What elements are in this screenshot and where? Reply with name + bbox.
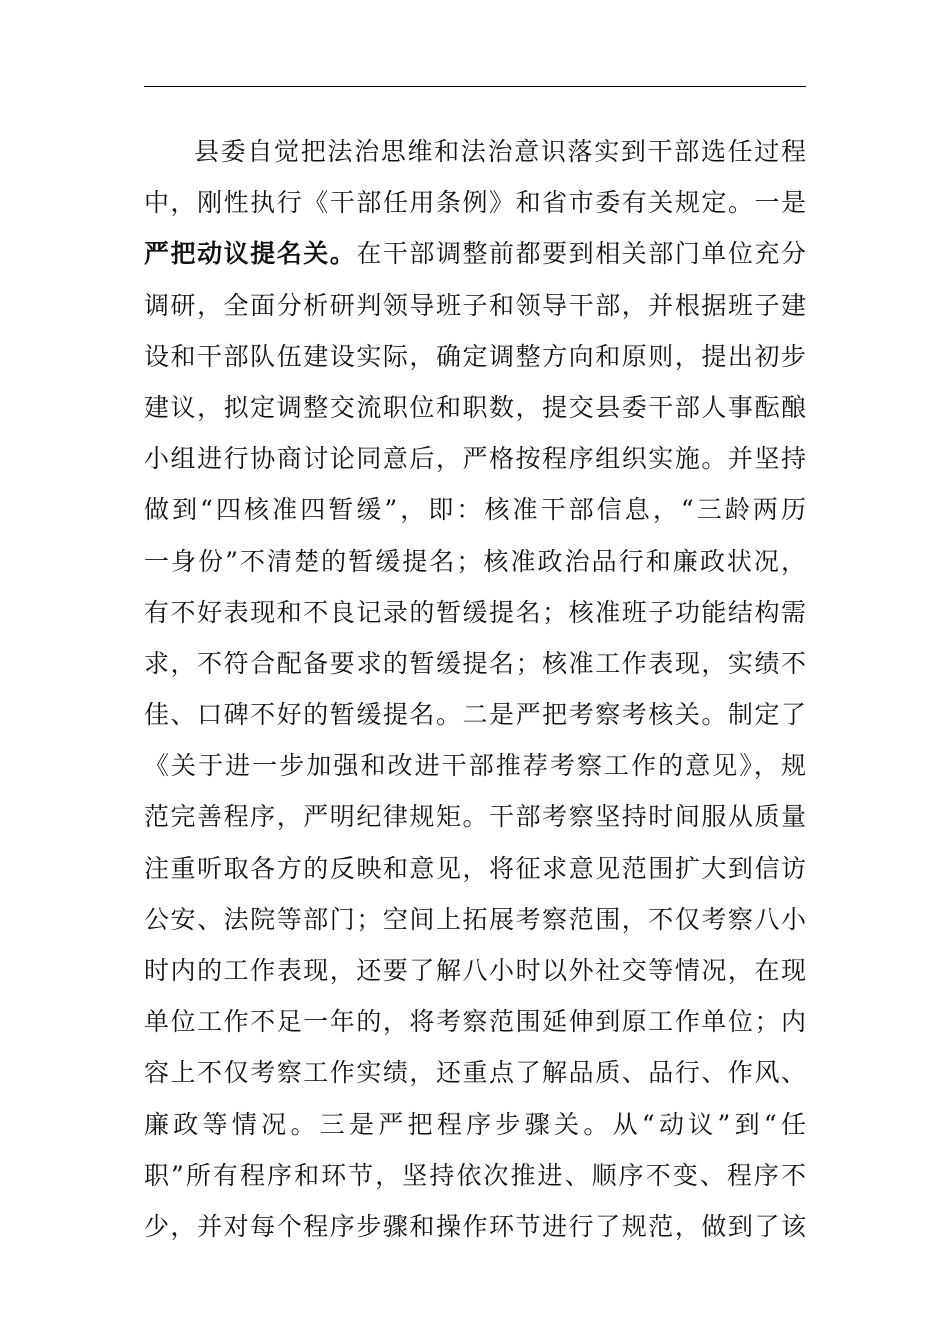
text-line: 设和干部队伍建设实际，确定调整方向和原则，提出初步: [144, 341, 806, 371]
text-line: 有不好表现和不良记录的暂缓提名；核准班子功能结构需: [144, 597, 806, 627]
text-line: 廉政等情况。三是严把程序步骤关。从“动议”到“任: [144, 1109, 806, 1139]
text-line: 一身份”不清楚的暂缓提名；核准政治品行和廉政状况，: [144, 546, 806, 576]
text-line: 注重听取各方的反映和意见，将征求意见范围扩大到信访: [144, 853, 806, 883]
text-line: 《关于进一步加强和改进干部推荐考察工作的意见》，规: [144, 751, 806, 781]
text-line: 职”所有程序和环节，坚持依次推进、顺序不变、程序不: [144, 1160, 806, 1190]
header-rule: [144, 86, 806, 87]
text-line: 时内的工作表现，还要了解八小时以外社交等情况，在现: [144, 956, 806, 985]
text-line: 建议，拟定调整交流职位和职数，提交县委干部人事酝酿: [144, 392, 806, 422]
text-line: 小组进行协商讨论同意后，严格按程序组织实施。并坚持: [144, 444, 806, 474]
text-line: 容上不仅考察工作实绩，还重点了解品质、品行、作风、: [144, 1058, 806, 1088]
text-line: 公安、法院等部门；空间上拓展考察范围，不仅考察八小: [144, 904, 806, 934]
text-line: 县委自觉把法治思维和法治意识落实到干部选任过程: [194, 137, 806, 166]
text-line: 范完善程序，严明纪律规矩。干部考察坚持时间服从质量: [144, 802, 806, 832]
text-line: 做到“四核准四暂缓”，即：核准干部信息，“三龄两历: [144, 495, 806, 525]
text-line: 调研，全面分析研判领导班子和领导干部，并根据班子建: [144, 290, 806, 320]
text-line: 少，并对每个程序步骤和操作环节进行了规范，做到了该: [144, 1211, 806, 1241]
bold-heading: 严把动议提名关。: [144, 239, 357, 269]
body-paragraph: [144, 126, 806, 1252]
text-line: [144, 228, 806, 279]
text-line: 单位工作不足一年的，将考察范围延伸到原工作单位；内: [144, 1007, 806, 1037]
text-line-rest: 在干部调整前都要到相关部门单位充分: [356, 239, 806, 269]
text-line: 中，刚性执行《干部任用条例》和省市委有关规定。一是: [144, 188, 806, 218]
text-line: 佳、口碑不好的暂缓提名。二是严把考察考核关。制定了: [144, 700, 806, 730]
text-line: 求，不符合配备要求的暂缓提名；核准工作表现，实绩不: [144, 648, 806, 678]
